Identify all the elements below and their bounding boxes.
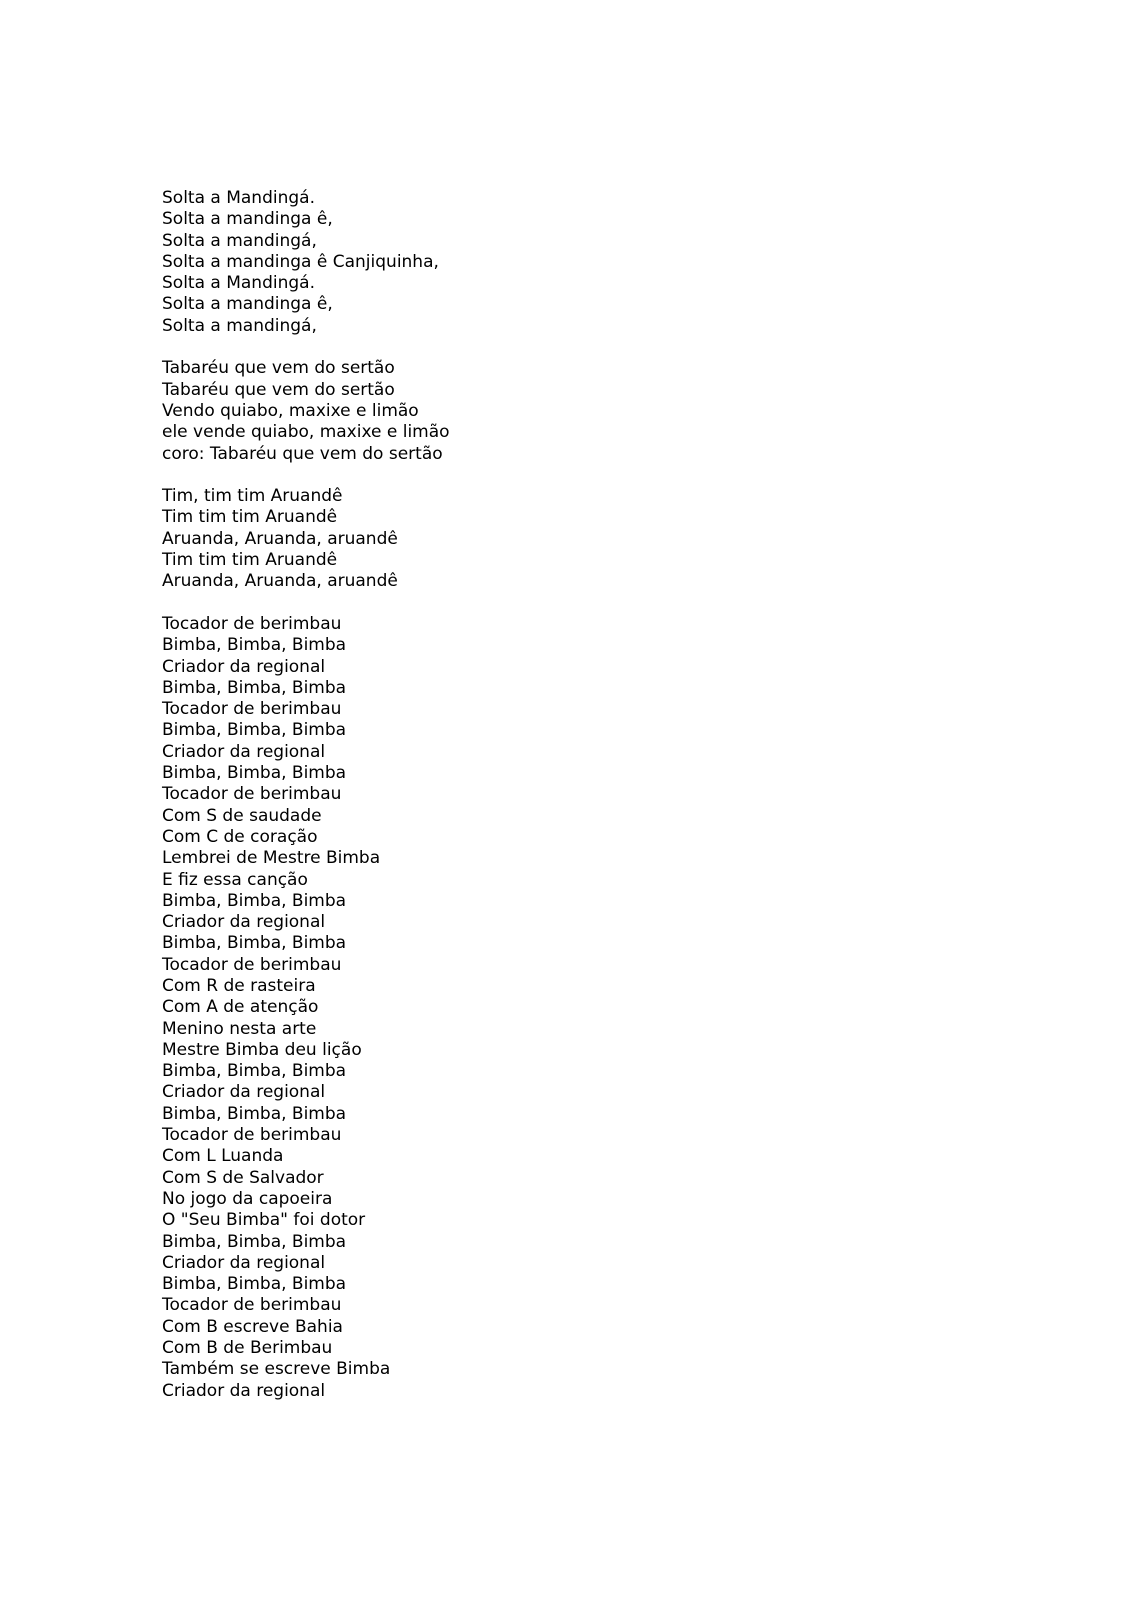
lyric-line: No jogo da capoeira	[162, 1188, 333, 1209]
lyric-line: Tocador de berimbau	[162, 613, 342, 634]
lyric-line: Tabaréu que vem do sertão	[162, 379, 395, 400]
lyric-line: Aruanda, Aruanda, aruandê	[162, 571, 398, 592]
lyric-line: Tim tim tim Aruandê	[162, 550, 338, 571]
lyric-line: Bimba, Bimba, Bimba	[162, 635, 347, 656]
stanza-4	[162, 614, 862, 1402]
lyric-line: Lembrei de Mestre Bimba	[162, 848, 381, 869]
lyric-line: Solta a Mandingá.	[162, 188, 315, 208]
lyric-line: Tim tim tim Aruandê	[162, 507, 338, 528]
lyric-line: Também se escreve Bimba	[162, 1359, 391, 1380]
lyric-line: Solta a mandinga ê,	[162, 209, 333, 230]
lyric-line: Com B de Berimbau	[162, 1338, 333, 1359]
lyric-line: Com A de atenção	[162, 997, 319, 1018]
lyric-line: Bimba, Bimba, Bimba	[162, 890, 347, 911]
lyric-line: Bimba, Bimba, Bimba	[162, 720, 347, 741]
lyric-line: Solta a mandingá,	[162, 315, 317, 336]
lyric-line: O "Seu Bimba" foi dotor	[162, 1210, 366, 1231]
lyric-line: Tabaréu que vem do sertão	[162, 358, 395, 379]
lyric-line: Criador da regional	[162, 1082, 326, 1103]
lyric-line: Bimba, Bimba, Bimba	[162, 1061, 347, 1082]
lyric-line: Tocador de berimbau	[162, 1125, 342, 1146]
lyric-line: Com B escreve Bahia	[162, 1316, 343, 1337]
lyric-line: Bimba, Bimba, Bimba	[162, 1231, 347, 1252]
lyric-line: Criador da regional	[162, 741, 326, 762]
lyric-line: Bimba, Bimba, Bimba	[162, 763, 347, 784]
lyric-line: Solta a mandinga ê,	[162, 294, 333, 315]
lyric-line: Bimba, Bimba, Bimba	[162, 933, 347, 954]
lyric-line: Vendo quiabo, maxixe e limão	[162, 400, 419, 421]
lyric-line: Bimba, Bimba, Bimba	[162, 1274, 347, 1295]
lyric-line: Criador da regional	[162, 1252, 326, 1273]
lyric-line: Criador da regional	[162, 656, 326, 677]
lyric-line: Solta a mandingá,	[162, 230, 317, 251]
lyric-line: Criador da regional	[162, 912, 326, 933]
lyric-line: Com S de Salvador	[162, 1167, 324, 1188]
lyric-line: Tim, tim tim Aruandê	[162, 486, 343, 507]
lyric-line: Aruanda, Aruanda, aruandê	[162, 528, 398, 549]
lyric-line: Solta a Mandingá.	[162, 273, 315, 294]
lyric-line: Mestre Bimba deu lição	[162, 1039, 362, 1060]
lyric-line: Com R de rasteira	[162, 975, 316, 996]
lyric-line: Bimba, Bimba, Bimba	[162, 1103, 347, 1124]
lyric-line: Menino nesta arte	[162, 1018, 317, 1039]
lyric-line: Tocador de berimbau	[162, 954, 342, 975]
lyric-line: Tocador de berimbau	[162, 784, 342, 805]
lyrics-body	[162, 188, 862, 1423]
lyric-line: Criador da regional	[162, 1380, 326, 1401]
stanza-1	[162, 188, 862, 337]
lyric-line: Tocador de berimbau	[162, 699, 342, 720]
lyric-line: Com C de coração	[162, 826, 318, 847]
lyric-line: Com L Luanda	[162, 1146, 284, 1167]
stanza-3	[162, 486, 862, 592]
stanza-2	[162, 358, 862, 464]
lyric-line: Tocador de berimbau	[162, 1295, 342, 1316]
lyric-line: Solta a mandinga ê Canjiquinha,	[162, 251, 439, 272]
lyric-line: Bimba, Bimba, Bimba	[162, 677, 347, 698]
lyric-line: coro: Tabaréu que vem do sertão	[162, 443, 443, 464]
lyric-line: E fiz essa canção	[162, 869, 308, 890]
lyric-line: Com S de saudade	[162, 805, 322, 826]
lyric-line: ele vende quiabo, maxixe e limão	[162, 422, 450, 443]
